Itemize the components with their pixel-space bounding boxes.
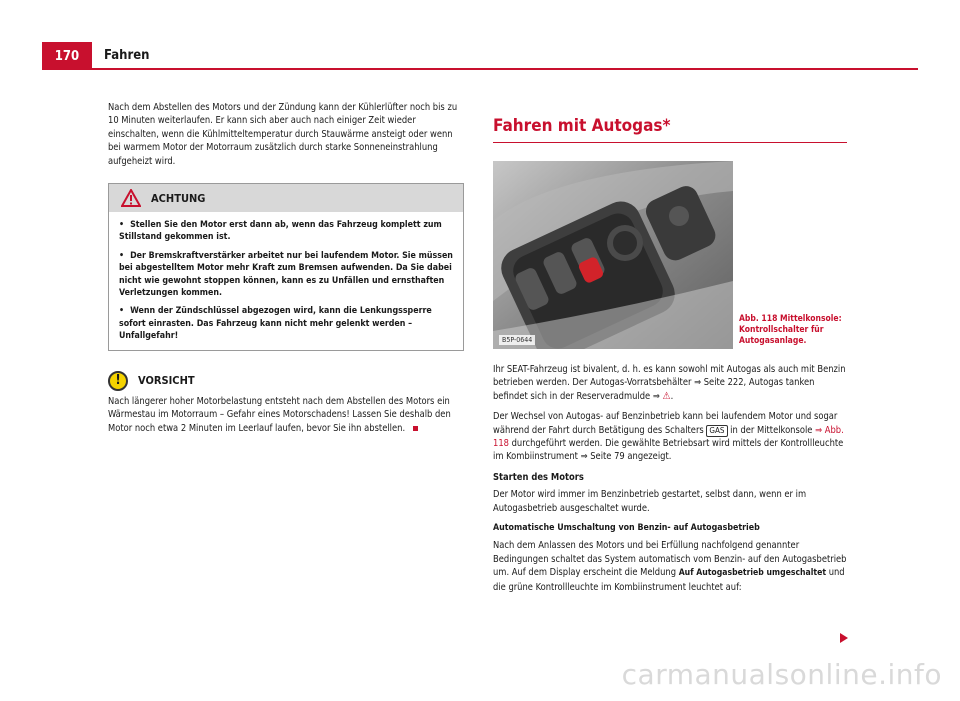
notice-title: VORSICHT	[138, 374, 195, 388]
paragraph-text: durchgeführt werden. Die gewählte Betriebsart wird mittels der Kontrollleuchte im Kombiinstrument ⇒ Seite 79 angezeigt.	[493, 438, 844, 463]
paragraph-text: Nach dem Anlassen des Motors und bei Erfüllung nachfolgend genannter Bedingungen schaltet das System automatisch vom Benzin- auf den Autogasbetrieb um. Auf dem Display erscheint die Meldung	[493, 540, 847, 579]
notice-header	[108, 371, 464, 391]
figure-row	[493, 161, 849, 349]
watermark: carmanualsonline.info	[621, 658, 942, 691]
figure-code: B5P-0644	[499, 335, 535, 345]
header-divider	[42, 68, 918, 70]
center-console-photo	[493, 161, 733, 349]
warning-item-text: Stellen Sie den Motor erst dann ab, wenn das Fahrzeug komplett zum Stillstand gekommen ist.	[119, 220, 442, 243]
bullet-icon: •	[119, 250, 125, 261]
figure-caption: Abb. 118 Mittelkonsole: Kontrollschalter für Autogasanlage.	[739, 314, 842, 346]
warning-item-text: Wenn der Zündschlüssel abgezogen wird, kann die Lenkungssperre sofort einrasten. Das Fahrzeug kann nicht mehr gelenkt werden – Unfallgefahr!	[119, 306, 432, 342]
bullet-icon: •	[119, 220, 125, 231]
continue-arrow-icon	[840, 633, 848, 643]
exclamation-icon: !	[108, 371, 128, 391]
warning-item	[119, 250, 455, 300]
paragraph-text: Der Wechsel von Autogas- auf Benzinbetrieb kann bei laufendem Motor und sogar während der Fahrt durch Betätigung des Schalters	[493, 411, 838, 436]
section-title: Fahren mit Autogas*	[493, 116, 847, 143]
subheading-auto-switch: Automatische Umschaltung von Benzin- auf Autogasbetrieb	[493, 523, 760, 534]
warning-header	[109, 184, 463, 212]
gas-switch-key: GAS	[706, 425, 727, 437]
section-end-icon	[413, 426, 418, 431]
display-message: Auf Autogasbetrieb umgeschaltet	[678, 568, 827, 579]
subheading-start: Starten des Motors	[493, 471, 584, 483]
right-column	[493, 116, 849, 594]
warning-triangle-icon	[121, 189, 141, 207]
warning-body	[109, 212, 463, 350]
page-number: 170	[42, 42, 92, 70]
console-illustration	[493, 161, 733, 349]
warning-item	[119, 305, 455, 342]
warning-box	[108, 183, 464, 351]
paragraph-start: Der Motor wird immer im Benzinbetrieb gestartet, selbst dann, wenn er im Autogasbetrieb ausgeschaltet wurde.	[493, 489, 807, 514]
notice-paragraph	[108, 395, 464, 435]
left-column	[108, 101, 464, 435]
warning-item	[119, 219, 455, 244]
intro-paragraph: Nach dem Abstellen des Motors und der Zündung kann der Kühlerlüfter noch bis zu 10 Minuten weiterlaufen. Er kann sich aber auch nach einiger Zeit wieder einschalten, wenn die Kühlmitteltemperatur durch Stauwärme ansteigt oder wenn bei warmem Motor der Motorraum zusätzlich durch starke Sonneneinstrahlung aufgeheizt wird.	[108, 102, 458, 167]
warning-triangle-icon: ⚠	[662, 390, 671, 402]
notice-text: Nach längerer hoher Motorbelastung entsteht nach dem Abstellen des Motors ein Wärmestau im Motorraum – Gefahr eines Motorschadens! Lassen Sie deshalb den Motor noch etwa 2 Minuten im Leerlauf laufen, bevor Sie ihn abstellen.	[108, 395, 451, 434]
paragraph-text: in der Mittelkonsole	[730, 424, 813, 436]
figure-link[interactable]: ⇒ Abb. 118	[493, 424, 844, 450]
paragraph-text: und die grüne Kontrollleuchte im Kombiinstrument leuchtet auf:	[493, 567, 845, 593]
paragraph-bivalent: Ihr SEAT-Fahrzeug ist bivalent, d. h. es kann sowohl mit Autogas als auch mit Benzin betrieben werden. Der Autogas-Vorratsbehälter ⇒ Seite 222, Autogas tanken befindet sich in der Reserveradmulde ⇒ ⚠.	[493, 364, 846, 402]
paragraph-text: Ihr SEAT-Fahrzeug ist bivalent, d. h. es kann sowohl mit Autogas als auch mit Benzin betrieben werden. Der Autogas-Vorratsbehälter ⇒ Seite 222, Autogas tanken befindet sich in der Reserveradmulde ⇒	[493, 364, 846, 402]
paragraph-auto-switch	[493, 539, 849, 594]
paragraph-switch	[493, 410, 849, 464]
body-text	[493, 363, 849, 594]
warning-title: ACHTUNG	[151, 191, 206, 205]
warning-item-text: Der Bremskraftverstärker arbeitet nur bei laufendem Motor. Sie müssen bei abgestelltem Motor mehr Kraft zum Bremsen aufwenden. Da Sie dabei nicht wie gewohnt stoppen können, kann es zu Unfällen und ernsthaften Verletzungen kommen.	[119, 250, 453, 299]
chapter-title: Fahren	[104, 48, 150, 63]
bullet-icon: •	[119, 306, 125, 317]
